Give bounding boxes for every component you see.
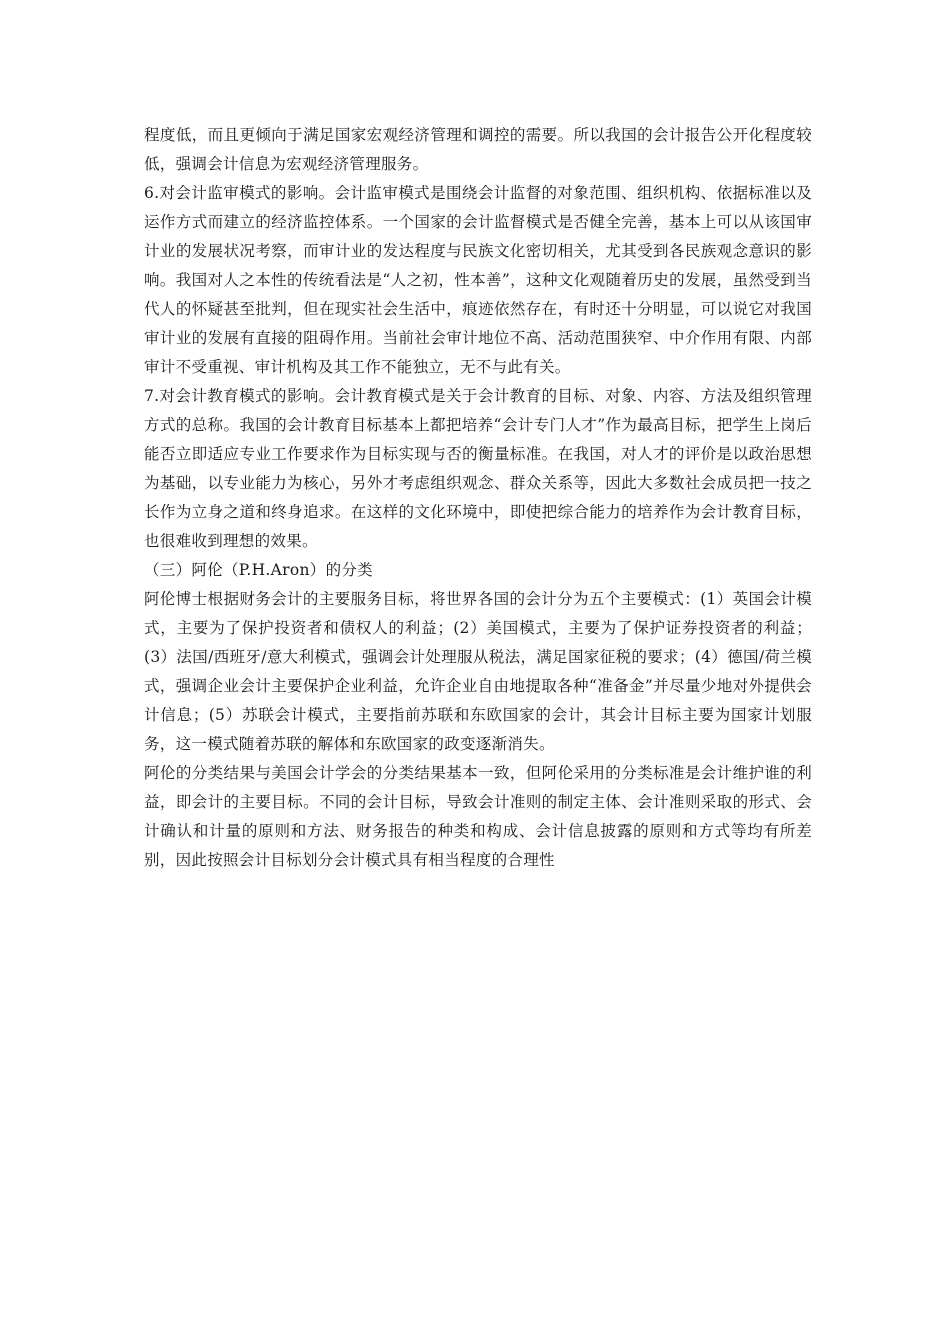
section-heading-aron: （三）阿伦（P.H.Aron）的分类 (144, 561, 373, 579)
paragraph-education-model: 7.对会计教育模式的影响。会计教育模式是关于会计教育的目标、对象、内容、方法及组织管理方式的总称。我国的会计教育目标基本上都把培养“会计专门人才”作为最高目标，把学生上岗后能否立即适应专业工作要求作为目标实现与否的衡量标准。在我国，对人才的评价是以政治思想为基础，以专业能力为核心，另外才考虑组织观念、群众关系等，因此大多数社会成员把一技之长作为立身之道和终身追求。在这样的文化环境中，即使把综合能力的培养作为会计教育目标，也很难收到理想的效果。 (144, 387, 812, 550)
document-body (144, 121, 812, 875)
paragraph-continuation: 程度低，而且更倾向于满足国家宏观经济管理和调控的需要。所以我国的会计报告公开化程度较低，强调会计信息为宏观经济管理服务。 (144, 126, 812, 173)
paragraph-audit-model: 6.对会计监审模式的影响。会计监审模式是围绕会计监督的对象范围、组织机构、依据标准以及运作方式而建立的经济监控体系。一个国家的会计监督模式是否健全完善，基本上可以从该国审计业的发展状况考察，而审计业的发达程度与民族文化密切相关，尤其受到各民族观念意识的影响。我国对人之本性的传统看法是“人之初，性本善”，这种文化观随着历史的发展，虽然受到当代人的怀疑甚至批判，但在现实社会生活中，痕迹依然存在，有时还十分明显，可以说它对我国审计业的发展有直接的阻碍作用。当前社会审计地位不高、活动范围狭窄、中介作用有限、内部审计不受重视、审计机构及其工作不能独立，无不与此有关。 (144, 184, 812, 376)
paragraph-aron-conclusion: 阿伦的分类结果与美国会计学会的分类结果基本一致，但阿伦采用的分类标准是会计维护谁的利益，即会计的主要目标。不同的会计目标，导致会计准则的制定主体、会计准则采取的形式、会计确认和计量的原则和方法、财务报告的种类和构成、会计信息披露的原则和方式等均有所差别，因此按照会计目标划分会计模式具有相当程度的合理性 (144, 764, 812, 869)
paragraph-aron-models: 阿伦博士根据财务会计的主要服务目标，将世界各国的会计分为五个主要模式：(1）英国会计模式，主要为了保护投资者和债权人的利益；(2）美国模式，主要为了保护证券投资者的利益；(3）法国/西班牙/意大利模式，强调会计处理服从税法，满足国家征税的要求；(4）德国/荷兰模式，强调企业会计主要保护企业利益，允许企业自由地提取各种“准备金”并尽量少地对外提供会计信息；(5）苏联会计模式，主要指前苏联和东欧国家的会计，其会计目标主要为国家计划服务，这一模式随着苏联的解体和东欧国家的政变逐渐消失。 (144, 590, 812, 753)
